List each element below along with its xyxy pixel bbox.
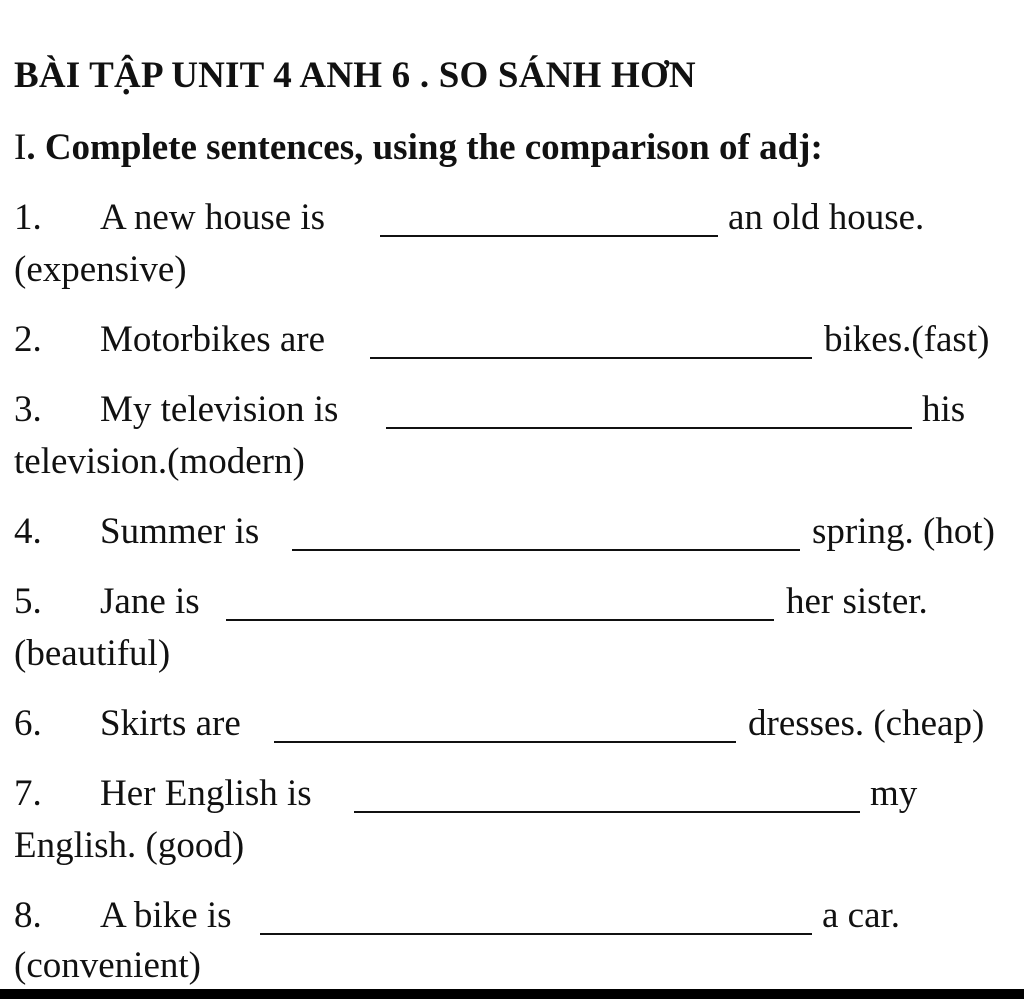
instruction-roman-numeral: I bbox=[14, 127, 27, 168]
question-text-after: a car. bbox=[822, 895, 901, 936]
answer-blank[interactable] bbox=[380, 235, 718, 237]
question-number: 7. bbox=[14, 773, 42, 814]
question-text-before: Motorbikes are bbox=[100, 319, 326, 360]
question-1-hint: (expensive) bbox=[14, 249, 187, 290]
question-text-before: A new house is bbox=[100, 197, 326, 238]
question-3-hint: television.(modern) bbox=[14, 441, 305, 482]
instruction-heading bbox=[14, 126, 823, 169]
question-text-before: My television is bbox=[100, 389, 339, 430]
question-text-before: Summer is bbox=[100, 511, 260, 552]
question-text-after: dresses. (cheap) bbox=[748, 703, 985, 744]
answer-blank[interactable] bbox=[226, 619, 774, 621]
question-text-before: Jane is bbox=[100, 581, 200, 622]
question-number: 1. bbox=[14, 197, 42, 238]
answer-blank[interactable] bbox=[354, 811, 860, 813]
question-text-after: his bbox=[922, 389, 966, 430]
question-text-before: Skirts are bbox=[100, 703, 241, 744]
question-text-after: her sister. bbox=[786, 581, 928, 622]
answer-blank[interactable] bbox=[274, 741, 736, 743]
question-text-after: spring. (hot) bbox=[812, 511, 995, 552]
instruction-text: . Complete sentences, using the comparison of adj: bbox=[26, 127, 823, 168]
question-text-before: Her English is bbox=[100, 773, 312, 814]
question-text-after: an old house. bbox=[728, 197, 925, 238]
question-8-hint: (convenient) bbox=[14, 945, 201, 986]
question-5-hint: (beautiful) bbox=[14, 633, 171, 674]
question-number: 6. bbox=[14, 703, 42, 744]
worksheet-title: BÀI TẬP UNIT 4 ANH 6 . SO SÁNH HƠN bbox=[14, 55, 696, 96]
question-number: 2. bbox=[14, 319, 42, 360]
answer-blank[interactable] bbox=[386, 427, 912, 429]
bottom-edge-bar bbox=[0, 989, 1024, 999]
question-7-hint: English. (good) bbox=[14, 825, 245, 866]
answer-blank[interactable] bbox=[370, 357, 812, 359]
question-text-after: my bbox=[870, 773, 918, 814]
question-text-before: A bike is bbox=[100, 895, 232, 936]
question-text-after: bikes.(fast) bbox=[824, 319, 990, 360]
answer-blank[interactable] bbox=[260, 933, 812, 935]
question-number: 5. bbox=[14, 581, 42, 622]
question-number: 3. bbox=[14, 389, 42, 430]
question-number: 4. bbox=[14, 511, 42, 552]
answer-blank[interactable] bbox=[292, 549, 800, 551]
question-number: 8. bbox=[14, 895, 42, 936]
